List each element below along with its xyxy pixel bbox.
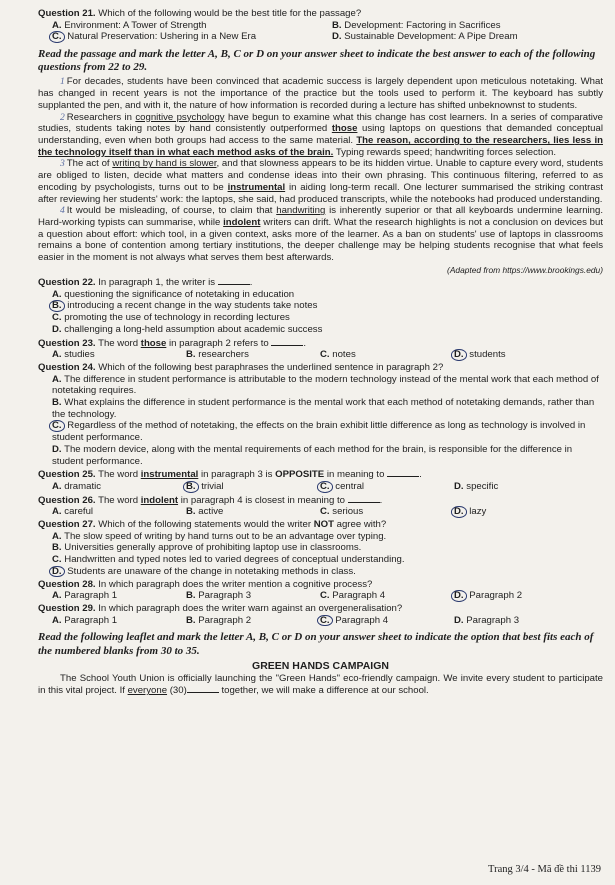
option-c[interactable]: C. Paragraph 4 <box>320 590 386 602</box>
option-b[interactable]: B. introducing a recent change in the way students take notes <box>38 300 603 312</box>
handwritten-paragraph-number: 1 <box>60 76 65 88</box>
option-a[interactable]: A. Paragraph 1 <box>52 614 118 626</box>
option-d[interactable]: D. The modern device, along with the mental requirements of each method for the brain, is responsible for the difference in student performance. <box>52 443 573 467</box>
question-29: Question 29. In which paragraph does the writer warn against an overgeneralisation? A. Paragraph 1 B. Paragraph 2 C. Paragraph 4 D. Paragraph 3 <box>38 603 603 626</box>
option-a[interactable]: A. careful <box>52 506 94 518</box>
question-number: Question 21. <box>38 8 96 19</box>
instruction-leaflet: Read the following leaflet and mark the letter A, B, C or D on your answer sheet to indicate the option that best fits each of the numbered blanks from 30 to 35. <box>38 631 594 657</box>
option-b[interactable]: B. Universities generally approve of prohibiting laptop use in classrooms. <box>52 542 362 554</box>
option-c[interactable]: C. Paragraph 4 <box>320 615 454 627</box>
answer-blank <box>271 337 303 346</box>
option-c[interactable]: C. Regardless of the method of notetaking, the effects on the brain exhibit little difference as long as technology is involved in student performance. <box>38 420 603 443</box>
underlined-sentence: The reason, according to the researchers, lies less in the technology itself than in what each method asks of the brain. <box>38 135 603 158</box>
keyword-indolent: indolent <box>223 216 261 228</box>
keyword-instrumental: instrumental <box>227 181 286 193</box>
option-d[interactable]: D. specific <box>454 480 499 492</box>
option-b[interactable]: B. Paragraph 3 <box>186 590 252 602</box>
page-footer: Trang 3/4 - Mã đề thi 1139 <box>488 864 601 876</box>
question-22: Question 22. In paragraph 1, the writer is . A. questioning the significance of notetaking in education B. introducing a recent change in the way students take notes C. promoting the use of technology in recording lectures D. challenging a long-held assumption about academic success <box>38 276 603 336</box>
question-24: Question 24. Which of the following best paraphrases the underlined sentence in paragraph 2? A. The difference in student performance is attributable to the modern technology instead of the mental work that each method of notetaking requires. B. What explains the difference in student performance is the mental work that each method of notetaking demands, rather than the technology. C. Regardless of the method of notetaking, the effects on the brain exhibit little difference as long as technology is involved in student performance. D. The modern device, along with the mental requirements of each method for the brain, is responsible for the difference in student performance. <box>38 362 603 467</box>
option-a[interactable]: A. The slow speed of writing by hand turns out to be an advantage over typing. <box>52 530 387 542</box>
leaflet-title: GREEN HANDS CAMPAIGN <box>252 659 389 672</box>
question-text: Which of the following would be the best title for the passage? <box>98 8 362 19</box>
option-a[interactable]: A. Paragraph 1 <box>52 590 118 602</box>
option-b[interactable]: B. What explains the difference in student performance is the mental work that each method of notetaking demands, rather than the technology. <box>52 397 595 420</box>
option-d[interactable]: D. Paragraph 3 <box>454 614 520 626</box>
circled-answer: C. <box>49 420 65 432</box>
circled-answer: C. <box>317 481 333 493</box>
option-c[interactable]: C. Natural Preservation: Ushering in a New Era <box>52 31 332 43</box>
option-d[interactable]: D. lazy <box>454 506 603 518</box>
answer-blank <box>348 494 380 503</box>
question-27: Question 27. Which of the following statements would the writer NOT agree with? A. The slow speed of writing by hand turns out to be an advantage over typing. B. Universities generally approve of prohibiting laptop use in classrooms. C. Handwritten and typed notes led to varied degrees of conceptual understanding. D. Students are unaware of the change in notetaking methods in class. <box>38 519 603 578</box>
question-28: Question 28. In which paragraph does the writer mention a cognitive process? A. Paragraph 1 B. Paragraph 3 C. Paragraph 4 D. Paragraph 2 <box>38 579 603 602</box>
option-a[interactable]: A. The difference in student performance is attributable to the modern technology instead of the mental work that each method of notetaking requires. <box>52 373 599 397</box>
circled-answer: D. <box>451 349 467 361</box>
option-a[interactable]: A. Environment: A Tower of Strength <box>52 19 207 31</box>
answer-blank-30 <box>187 684 219 693</box>
option-a[interactable]: A. questioning the significance of notetaking in education <box>52 288 295 300</box>
source-citation: (Adapted from https://www.brookings.edu) <box>447 264 603 275</box>
passage-paragraph-1: 1 For decades, students have been convinced that academic success is largely dependent upon meticulous notetaking. What has changed in recent years is not the importance of the practice but the tools used to perform it. The keyboard has subtly supplanted the pen, and with it, the nature of how information is recorded during a lecture has shifted unbeknownst to students. <box>38 76 603 111</box>
leaflet-body: The School Youth Union is officially launching the "Green Hands" eco-friendly campaign. We invite every student to participate in this vital project. If everyone (30) together, we will make a difference at our school. <box>38 672 603 697</box>
option-b[interactable]: B. researchers <box>186 349 249 361</box>
passage-paragraph-2: 2 Researchers in cognitive psychology have begun to examine what this change has cost learners. In a series of comparative studies, students taking notes by hand consistently outperformed those using laptops on questions that demanded conceptual understanding, even when both groups had access to the same material. The reason, according to the researchers, lies less in the technology itself than in what each method asks of the brain. Typing rewards speed; handwriting forces selection. <box>38 111 604 158</box>
option-d[interactable]: D. Paragraph 2 <box>454 590 603 602</box>
handwritten-paragraph-number: 4 <box>60 205 65 217</box>
option-c[interactable]: C. central <box>320 481 454 493</box>
handwritten-paragraph-number: 3 <box>60 158 65 170</box>
option-a[interactable]: A. studies <box>52 349 95 361</box>
option-a[interactable]: A. dramatic <box>52 480 102 492</box>
handwritten-paragraph-number: 2 <box>60 111 65 123</box>
circled-answer: D. <box>451 506 467 518</box>
source-link[interactable]: https://www.brookings.edu <box>502 264 601 275</box>
passage-paragraph-4: 4 It would be misleading, of course, to claim that handwriting is inherently superior or that all keyboards undermine learning. Hard-working typists can summarise, while indolent writers can drift. What the research highlights is not a conclusion on devices but a question about effort: which tool, in a given context, asks more of the learner. As a ban on students' use of laptops in classrooms remains a bone of contention among tertiary institutions, the deeper challenge may be helping students recognise that what feels easier in the moment is not always what serves them best afterwards. <box>38 205 604 264</box>
option-d[interactable]: D. challenging a long-held assumption about academic success <box>52 323 323 335</box>
option-c[interactable]: C. serious <box>320 506 364 518</box>
option-c[interactable]: C. promoting the use of technology in recording lectures <box>52 312 290 324</box>
question-25: Question 25. The word instrumental in paragraph 3 is OPPOSITE in meaning to . A. dramatic B. trivial C. central D. specific <box>38 468 603 492</box>
circled-answer: C. <box>317 615 333 627</box>
answer-blank <box>387 468 419 477</box>
option-d[interactable]: D. students <box>454 349 603 361</box>
option-b[interactable]: B. active <box>186 506 224 518</box>
instruction-reading: Read the passage and mark the letter A, B, C or D on your answer sheet to indicate the best answer to each of the following questions from 22 to 29. <box>38 48 596 74</box>
circled-answer: D. <box>451 590 467 602</box>
circled-answer: C. <box>49 31 65 43</box>
passage-paragraph-3: 3 The act of writing by hand is slower, and that slowness appears to be its hidden virtue. Unable to capture every word, students are obliged to listen, decide what matters and condense ideas into their own phrasing. This continuous filtering, referred to as encoding by psychologists, turns out to be instrumental in aiding long-term recall. One lecturer summarised the striking contrast after reviewing her students' work: the laptops, she said, had produced transcripts, while the notebooks had produced understanding. <box>38 158 604 205</box>
option-d[interactable]: D. Sustainable Development: A Pipe Dream <box>332 31 518 43</box>
question-26: Question 26. The word indolent in paragraph 4 is closest in meaning to . A. careful B. active C. serious D. lazy <box>38 494 603 518</box>
option-c[interactable]: C. notes <box>320 349 356 361</box>
circled-answer: B. <box>183 481 199 493</box>
question-21 <box>38 8 603 43</box>
keyword-those: those <box>331 123 358 135</box>
circled-answer: B. <box>49 300 65 312</box>
circled-answer: D. <box>49 566 65 578</box>
option-c[interactable]: C. Handwritten and typed notes led to varied degrees of conceptual understanding. <box>52 554 405 566</box>
option-b[interactable]: B. trivial <box>186 481 320 493</box>
question-23: Question 23. The word those in paragraph 2 refers to . A. studies B. researchers C. notes D. students <box>38 337 603 361</box>
answer-blank <box>218 276 250 285</box>
option-b[interactable]: B. Development: Factoring in Sacrifices <box>332 19 501 31</box>
option-d[interactable]: D. Students are unaware of the change in notetaking methods in class. <box>38 566 603 578</box>
option-b[interactable]: B. Paragraph 2 <box>186 614 252 626</box>
